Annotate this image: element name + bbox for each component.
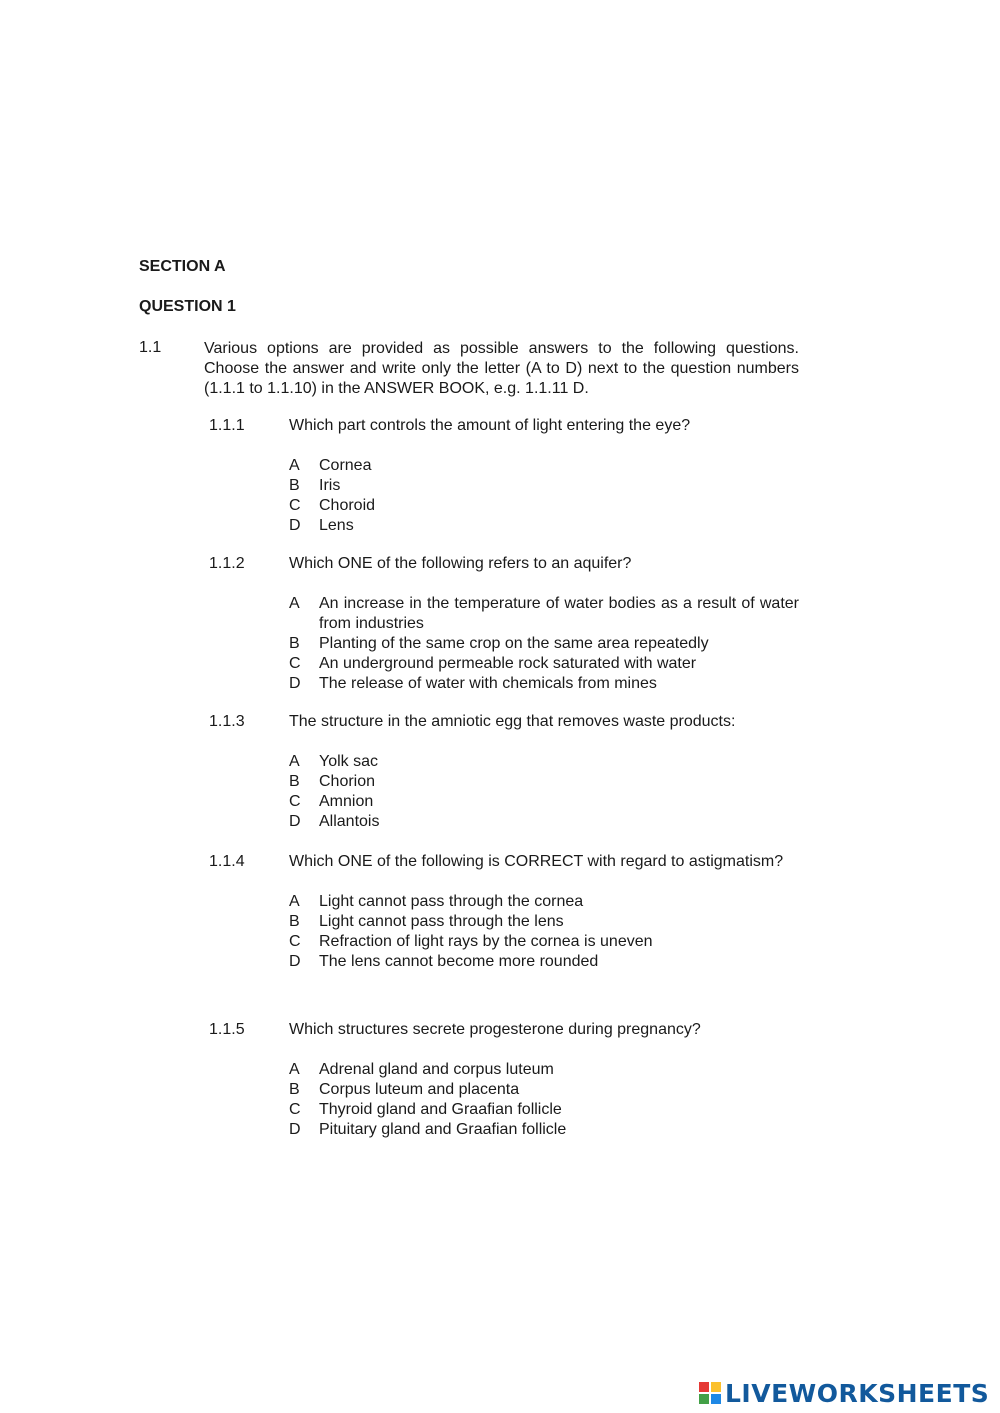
question-number: 1.1.3 <box>209 713 245 730</box>
logo-square-red <box>699 1382 709 1392</box>
option-letter: C <box>289 497 301 514</box>
option-text: Choroid <box>319 497 376 514</box>
option-letter: B <box>289 1081 300 1098</box>
logo-square-yellow <box>711 1382 721 1392</box>
option-text: Corpus luteum and placenta <box>319 1081 520 1098</box>
option-c[interactable] <box>289 654 799 674</box>
question-number: 1.1.1 <box>209 417 245 434</box>
option-b[interactable] <box>289 772 799 792</box>
option-d[interactable] <box>289 952 799 972</box>
option-b[interactable] <box>289 476 799 496</box>
option-c[interactable] <box>289 496 799 516</box>
option-c[interactable] <box>289 792 799 812</box>
option-text: Light cannot pass through the lens <box>319 913 564 930</box>
option-d[interactable] <box>289 1120 799 1140</box>
option-letter: B <box>289 913 300 930</box>
option-text: Pituitary gland and Graafian follicle <box>319 1121 567 1138</box>
option-text: Refraction of light rays by the cornea is uneven <box>319 933 653 950</box>
option-letter: D <box>289 953 301 970</box>
question-text: Which ONE of the following refers to an aquifer? <box>289 555 632 572</box>
option-c[interactable] <box>289 1100 799 1120</box>
option-text: Iris <box>319 477 341 494</box>
option-text: An increase in the temperature of water bodies as a result of water from industries <box>319 595 799 632</box>
question-1-1-4 <box>209 852 799 972</box>
option-letter: C <box>289 655 301 672</box>
option-text: The lens cannot become more rounded <box>319 953 599 970</box>
liveworksheets-logo-icon <box>699 1382 721 1404</box>
option-letter: D <box>289 517 301 534</box>
question-text: Which part controls the amount of light entering the eye? <box>289 417 691 434</box>
option-letter: A <box>289 1061 300 1078</box>
option-letter: A <box>289 595 300 612</box>
option-text: Planting of the same crop on the same area repeatedly <box>319 635 709 652</box>
option-d[interactable] <box>289 812 799 832</box>
logo-square-blue <box>711 1394 721 1404</box>
question-number: 1.1.2 <box>209 555 245 572</box>
option-letter: C <box>289 793 301 810</box>
option-text: Chorion <box>319 773 376 790</box>
option-letter: A <box>289 457 300 474</box>
option-letter: D <box>289 675 301 692</box>
question-text: Which structures secrete progesterone during pregnancy? <box>289 1021 701 1038</box>
liveworksheets-brand[interactable] <box>699 1378 989 1408</box>
option-d[interactable] <box>289 516 799 536</box>
option-text: Amnion <box>319 793 374 810</box>
question-text: The structure in the amniotic egg that removes waste products: <box>289 713 736 730</box>
option-letter: C <box>289 1101 301 1118</box>
logo-square-green <box>699 1394 709 1404</box>
option-letter: D <box>289 1121 301 1138</box>
option-list <box>289 594 799 694</box>
option-a[interactable] <box>289 892 799 912</box>
question-1-1-5 <box>209 1020 799 1140</box>
option-letter: B <box>289 773 300 790</box>
option-letter: B <box>289 635 300 652</box>
intro-number: 1.1 <box>139 339 162 356</box>
option-a[interactable] <box>289 594 799 634</box>
option-text: An underground permeable rock saturated with water <box>319 655 697 672</box>
option-b[interactable] <box>289 634 799 654</box>
option-list <box>289 752 799 832</box>
option-list <box>289 1060 799 1140</box>
option-b[interactable] <box>289 1080 799 1100</box>
question-text: Which ONE of the following is CORRECT with regard to astigmatism? <box>289 853 784 870</box>
option-letter: B <box>289 477 300 494</box>
option-letter: C <box>289 933 301 950</box>
intro-instructions: Various options are provided as possible answers to the following questions. Choose the answer and write only the letter (A to D) next to the question numbers (1.1.1 to 1.1.10) in the ANSWER BOOK, e.g. 1.1.11 D. <box>204 340 799 397</box>
option-text: Allantois <box>319 813 380 830</box>
question-title: QUESTION 1 <box>139 298 236 315</box>
question-number: 1.1.5 <box>209 1021 245 1038</box>
question-1-1-2 <box>209 554 799 694</box>
option-text: Adrenal gland and corpus luteum <box>319 1061 554 1078</box>
option-text: Light cannot pass through the cornea <box>319 893 584 910</box>
section-title: SECTION A <box>139 258 226 275</box>
option-a[interactable] <box>289 1060 799 1080</box>
option-text: Lens <box>319 517 354 534</box>
option-d[interactable] <box>289 674 799 694</box>
option-a[interactable] <box>289 752 799 772</box>
question-1-1-1 <box>209 416 799 536</box>
option-text: Thyroid gland and Graafian follicle <box>319 1101 562 1118</box>
option-letter: D <box>289 813 301 830</box>
brand-name: LIVEWORKSHEETS <box>725 1378 990 1408</box>
question-number: 1.1.4 <box>209 853 245 870</box>
option-list <box>289 456 799 536</box>
option-a[interactable] <box>289 456 799 476</box>
option-letter: A <box>289 753 300 770</box>
option-list <box>289 892 799 972</box>
option-c[interactable] <box>289 932 799 952</box>
option-letter: A <box>289 893 300 910</box>
option-text: The release of water with chemicals from mines <box>319 675 657 692</box>
option-b[interactable] <box>289 912 799 932</box>
question-1-1-3 <box>209 712 799 832</box>
option-text: Yolk sac <box>319 753 378 770</box>
option-text: Cornea <box>319 457 372 474</box>
